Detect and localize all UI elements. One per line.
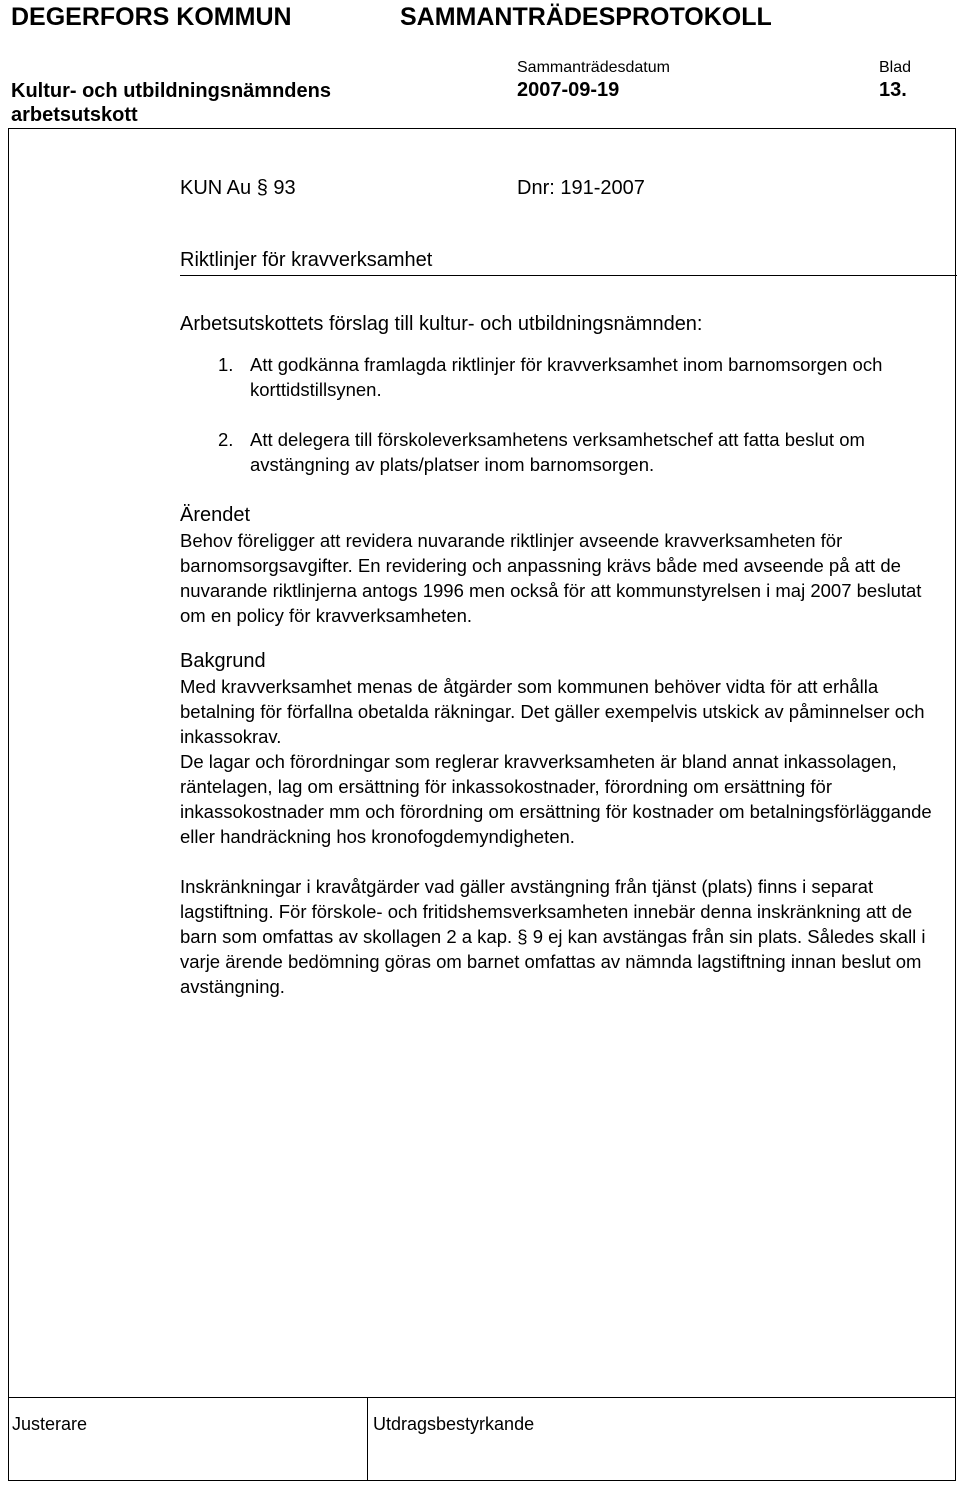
arendet-text: Behov föreligger att revidera nuvarande riktlinjer avseende kravverksamheten för barnomsorgsavgifter. En revidering och anpassning krävs både med avseende på att de nuvarande riktlinjerna antogs 1996 men också för att kommunstyrelsen i maj 2007 beslutat om en policy för kravverksamheten.	[180, 530, 922, 626]
case-dnr: Dnr: 191-2007	[517, 177, 645, 199]
decision-text: Att delegera till förskoleverksamhetens verksamhetschef att fatta beslut om avstängning av plats/platser inom barnomsorgen.	[250, 429, 865, 475]
date-label: Sammanträdesdatum	[517, 59, 670, 76]
case-line	[180, 175, 940, 201]
document-body	[180, 175, 940, 999]
decision-item	[180, 352, 940, 402]
bakgrund-paragraph: Med kravverksamhet menas de åtgärder som kommunen behöver vidta för att erhålla betalning för förfallna obetalda räkningar. Det gäller exempelvis utskick av påminnelser och inkassokrav.	[180, 676, 925, 747]
decision-item	[180, 427, 940, 477]
document-type: SAMMANTRÄDESPROTOKOLL	[400, 3, 772, 31]
arendet-heading: Ärendet	[180, 504, 251, 526]
page-label: Blad	[879, 59, 912, 76]
restriction-paragraph: Inskränkningar i kravåtgärder vad gäller avstängning från tjänst (plats) finns i separat lagstiftning. För förskole- och fritidshemsverksamheten innebär denna inskränkning att de barn som omfattas av skollagen 2 a kap. § 9 ej kan avstängas från sin plats. Således skall i varje ärende bedömning göras om barnet omfattas av nämnda lagstiftning innan beslut om avstängning.	[180, 876, 926, 997]
title-underline	[180, 275, 957, 276]
committee-name: Kultur- och utbildningsnämndens arbetsutskott	[11, 80, 331, 126]
footer-column-divider	[367, 1397, 368, 1481]
footer-divider	[9, 1397, 955, 1398]
organization-name: DEGERFORS KOMMUN	[11, 3, 292, 31]
page-number: 13.	[879, 79, 907, 101]
proposal-heading: Arbetsutskottets förslag till kultur- och utbildningsnämnden:	[180, 313, 703, 335]
footer-justerare-label: Justerare	[12, 1414, 88, 1434]
footer-utdragsbestyrkande-label: Utdragsbestyrkande	[373, 1414, 535, 1434]
decision-number: 2.	[218, 429, 234, 450]
bakgrund-paragraph: De lagar och förordningar som reglerar kravverksamheten är bland annat inkassolagen, räntelagen, lag om ersättning för inkassokostnader, förordning om ersättning för inkassokostnader mm och förordning om ersättning för kostnader om betalningsförläggande eller handräckning hos kronofogdemyndigheten.	[180, 751, 932, 847]
decision-number: 1.	[218, 354, 234, 375]
bakgrund-heading: Bakgrund	[180, 650, 266, 672]
meeting-date: 2007-09-19	[517, 79, 620, 101]
case-reference: KUN Au § 93	[180, 177, 296, 199]
decision-list	[180, 352, 940, 477]
case-title: Riktlinjer för kravverksamhet	[180, 249, 433, 271]
decision-text: Att godkänna framlagda riktlinjer för kravverksamhet inom barnomsorgen och korttidstillsynen.	[250, 354, 883, 400]
